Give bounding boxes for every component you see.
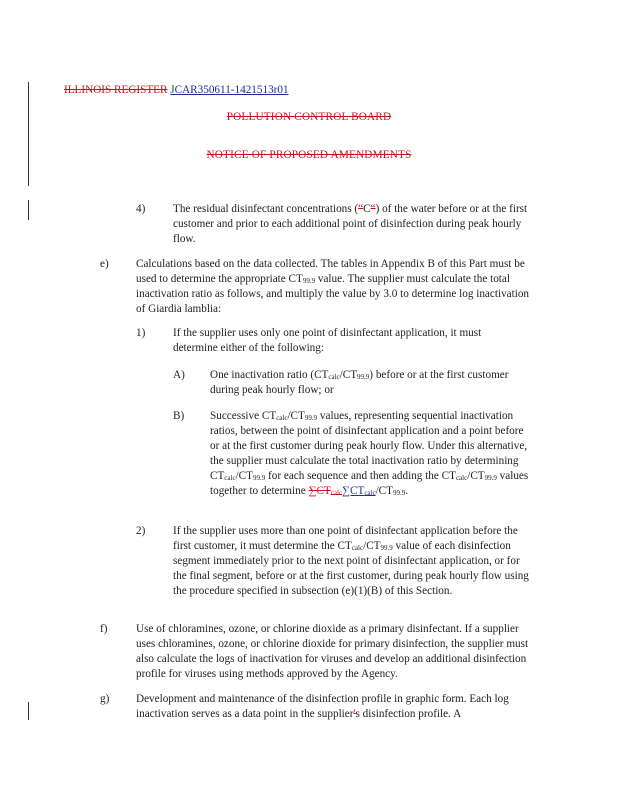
item-e1b-label: B) [173, 410, 185, 422]
register-inserted: JCAR350611-1421513r01 [170, 84, 289, 96]
change-bar-top [28, 82, 29, 186]
sum-ct-struck: $\sum CT_{calc}$ [308, 485, 343, 497]
register-header [64, 84, 289, 96]
item-e1b-text: Successive $CT_{calc}/CT_{99.9}$ values, representing sequential inactivation ratios, between the point of disinfectant application and a point before or at the first customer during peak hourly flow. Under this alternative, the supplier must calculate the total inactivation ratio by determining $CT_{calc}/CT_{99.9}$ for each sequence and then adding the $CT_{calc}/CT_{99.9}$ values together to determine $\sum CT_{calc}\sum CT_{calc}/CT_{99.9}$. [210, 410, 529, 497]
change-bar-g [28, 702, 29, 720]
item-e1-text: If the supplier uses only one point of disinfectant application, it must determine either of the following: [173, 327, 482, 354]
board-title: POLLUTION CONTROL BOARD [226, 111, 392, 123]
change-bar-item4 [28, 200, 29, 220]
item-e1-label: 1) [136, 327, 146, 339]
register-struck: ILLINOIS REGISTER [64, 84, 168, 96]
item-f-text: Use of chloramines, ozone, or chlorine dioxide as a primary disinfectant. If a supplier uses chloramines, ozone, or chlorine dioxide for primary disinfection, the supplier must also calculate the logs of inactivation for viruses and develop an additional disinfection profile for viruses using methods approved by the Agency. [136, 623, 529, 680]
sum-ct-inserted: $\sum CT_{calc}$ [342, 485, 376, 497]
item-g-text: Development and maintenance of the disinfection profile in graphic form. Each log inactivation serves as a data point in the supplier's disinfection profile. A [136, 693, 509, 720]
item-e-label: e) [100, 258, 109, 270]
item-4-label: 4) [136, 203, 146, 215]
item-f-label: f) [100, 623, 108, 635]
item-e1a-label: A) [173, 369, 185, 381]
item-e2-text: If the supplier uses more than one point of disinfectant application before the first customer, it must determine the $CT_{calc}/CT_{99.9}$ value of each disinfection segment immediately prior to the next point of disinfectant application, or for the final segment, before or at the first customer, during peak hourly flow using the procedure specified in subsection (e)(1)(B) of this Section. [173, 525, 529, 597]
item-4-text: The residual disinfectant concentrations (“C“) of the water before or at the first customer and prior to each additional point of disinfection during peak hourly flow. [173, 203, 528, 245]
item-e1a-text: One inactivation ratio $(CT_{calc}/CT_{99.9})$ before or at the first customer during peak hourly flow; or [210, 369, 509, 396]
item-e2-label: 2) [136, 525, 146, 537]
notice-title: NOTICE OF PROPOSED AMENDMENTS [206, 149, 412, 161]
item-g-label: g) [100, 693, 110, 705]
apostrophe-struck: ' [353, 708, 356, 720]
item-e-text: Calculations based on the data collected. The tables in Appendix B of this Part must be used to determine the appropriate $CT_{99.9}$ value. The supplier must calculate the total inactivation ratio as follows, and multiply the value by 3.0 to determine log inactivation of Giardia lamblia: [136, 258, 530, 315]
